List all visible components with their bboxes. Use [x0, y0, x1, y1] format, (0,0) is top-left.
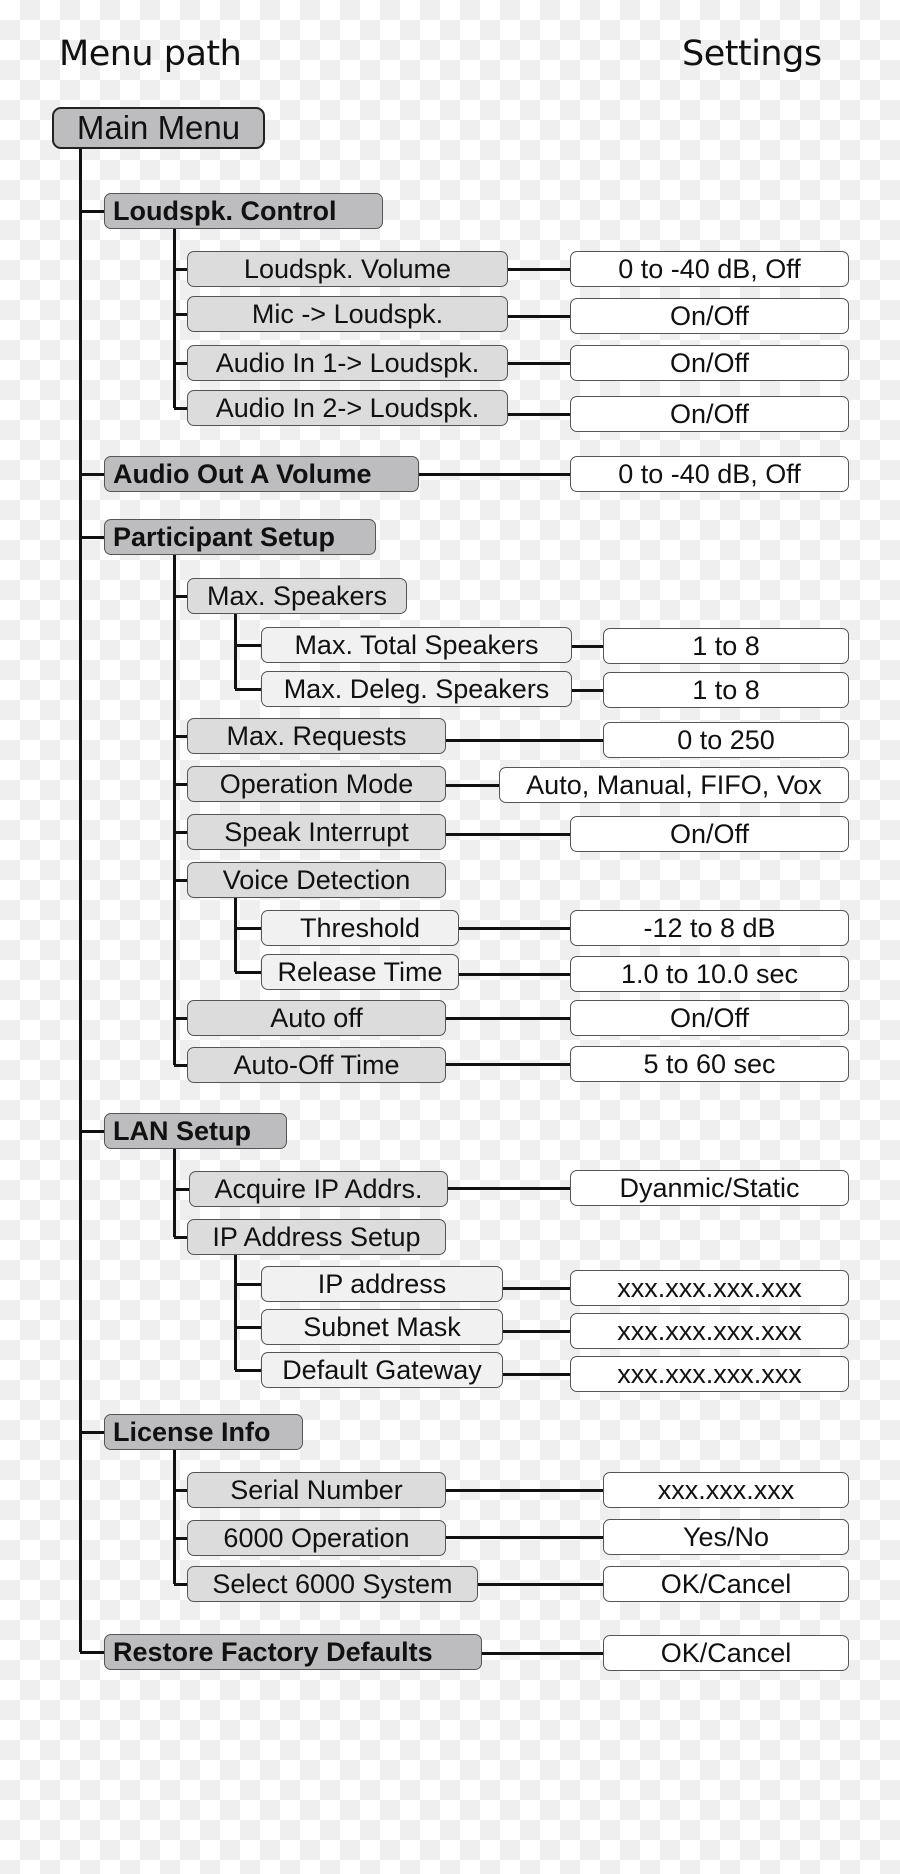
setting-value-audio-out-a-volume: 0 to -40 dB, Off — [570, 456, 849, 492]
setting-connector — [478, 1583, 603, 1586]
menu-item-restore-factory-defaults[interactable]: Restore Factory Defaults — [104, 1634, 482, 1670]
setting-connector — [508, 268, 570, 271]
tree-connector-horizontal — [80, 1431, 104, 1434]
setting-value-mic-loudspk: On/Off — [570, 298, 849, 334]
tree-connector-horizontal — [174, 879, 187, 882]
setting-value-max-total-speakers: 1 to 8 — [603, 628, 849, 664]
setting-value-acquire-ip-addrs: Dyanmic/Static — [570, 1170, 849, 1206]
tree-connector-horizontal — [235, 1283, 261, 1286]
menu-item-audio-in-2-loudspk[interactable]: Audio In 2-> Loudspk. — [187, 390, 508, 426]
tree-connector-horizontal — [174, 783, 187, 786]
tree-connector-horizontal — [174, 1537, 187, 1540]
menu-item-loudspk-control[interactable]: Loudspk. Control — [104, 193, 383, 229]
setting-connector — [482, 1652, 603, 1655]
menu-item-max-speakers[interactable]: Max. Speakers — [187, 578, 407, 614]
tree-connector-horizontal — [174, 1236, 187, 1239]
tree-connector-horizontal — [174, 1064, 187, 1067]
setting-connector — [503, 1287, 570, 1290]
setting-value-ip-address: xxx.xxx.xxx.xxx — [570, 1270, 849, 1306]
menu-item-max-requests[interactable]: Max. Requests — [187, 718, 446, 754]
menu-item-audio-in-1-loudspk[interactable]: Audio In 1-> Loudspk. — [187, 345, 508, 381]
setting-value-6000-operation: Yes/No — [603, 1519, 849, 1555]
setting-connector — [572, 645, 603, 648]
tree-connector-horizontal — [80, 1130, 104, 1133]
setting-connector — [446, 1063, 570, 1066]
setting-connector — [446, 833, 570, 836]
setting-connector — [572, 689, 603, 692]
setting-value-loudspk-volume: 0 to -40 dB, Off — [570, 251, 849, 287]
menu-item-mic-loudspk[interactable]: Mic -> Loudspk. — [187, 296, 508, 332]
menu-item-lan-setup[interactable]: LAN Setup — [104, 1113, 287, 1149]
setting-connector — [508, 362, 570, 365]
menu-item-6000-operation[interactable]: 6000 Operation — [187, 1520, 446, 1556]
tree-connector-vertical — [173, 1450, 176, 1584]
menu-item-operation-mode[interactable]: Operation Mode — [187, 766, 446, 802]
menu-item-default-gateway[interactable]: Default Gateway — [261, 1352, 503, 1388]
menu-item-license-info[interactable]: License Info — [104, 1414, 303, 1450]
tree-connector-vertical — [173, 555, 176, 1065]
setting-value-auto-off: On/Off — [570, 1000, 849, 1036]
header-menu-path: Menu path — [59, 34, 242, 74]
tree-connector-horizontal — [174, 1489, 187, 1492]
menu-item-loudspk-volume[interactable]: Loudspk. Volume — [187, 251, 508, 287]
tree-connector-vertical — [173, 1149, 176, 1237]
setting-connector — [459, 927, 570, 930]
setting-connector — [503, 1330, 570, 1333]
menu-item-subnet-mask[interactable]: Subnet Mask — [261, 1309, 503, 1345]
setting-value-select-6000-system: OK/Cancel — [603, 1566, 849, 1602]
setting-connector — [446, 1536, 603, 1539]
tree-connector-horizontal — [174, 1188, 189, 1191]
tree-connector-vertical — [234, 1255, 237, 1370]
tree-connector-horizontal — [174, 735, 187, 738]
tree-connector-horizontal — [174, 362, 187, 365]
menu-item-serial-number[interactable]: Serial Number — [187, 1472, 446, 1508]
menu-item-participant-setup[interactable]: Participant Setup — [104, 519, 376, 555]
setting-value-audio-in-1-loudspk: On/Off — [570, 345, 849, 381]
tree-connector-horizontal — [235, 1369, 261, 1372]
tree-connector-horizontal — [80, 536, 104, 539]
tree-connector-vertical — [234, 898, 237, 972]
menu-item-select-6000-system[interactable]: Select 6000 System — [187, 1566, 478, 1602]
menu-item-max-deleg-speakers[interactable]: Max. Deleg. Speakers — [261, 671, 572, 707]
menu-item-audio-out-a-volume[interactable]: Audio Out A Volume — [104, 456, 419, 492]
setting-value-serial-number: xxx.xxx.xxx — [603, 1472, 849, 1508]
setting-value-default-gateway: xxx.xxx.xxx.xxx — [570, 1356, 849, 1392]
setting-value-release-time: 1.0 to 10.0 sec — [570, 956, 849, 992]
tree-connector-horizontal — [174, 268, 187, 271]
setting-value-max-requests: 0 to 250 — [603, 722, 849, 758]
tree-connector-horizontal — [235, 927, 261, 930]
tree-connector-horizontal — [174, 831, 187, 834]
setting-connector — [419, 473, 570, 476]
setting-connector — [503, 1373, 570, 1376]
tree-connector-vertical — [173, 229, 176, 408]
menu-item-ip-address[interactable]: IP address — [261, 1266, 503, 1302]
menu-item-ip-address-setup[interactable]: IP Address Setup — [187, 1219, 446, 1255]
tree-connector-horizontal — [235, 688, 261, 691]
setting-connector — [448, 1187, 570, 1190]
tree-connector-vertical — [79, 149, 82, 1652]
tree-connector-horizontal — [80, 1651, 104, 1654]
tree-connector-horizontal — [235, 644, 261, 647]
tree-connector-horizontal — [235, 1326, 261, 1329]
tree-connector-horizontal — [174, 407, 187, 410]
tree-connector-horizontal — [174, 595, 187, 598]
setting-value-subnet-mask: xxx.xxx.xxx.xxx — [570, 1313, 849, 1349]
menu-item-acquire-ip-addrs[interactable]: Acquire IP Addrs. — [189, 1171, 448, 1207]
main-menu-node[interactable]: Main Menu — [52, 107, 265, 149]
setting-value-max-deleg-speakers: 1 to 8 — [603, 672, 849, 708]
setting-connector — [446, 739, 603, 742]
setting-value-threshold: -12 to 8 dB — [570, 910, 849, 946]
setting-connector — [459, 973, 570, 976]
menu-item-threshold[interactable]: Threshold — [261, 910, 459, 946]
tree-connector-horizontal — [174, 313, 187, 316]
tree-connector-horizontal — [80, 473, 104, 476]
menu-item-auto-off[interactable]: Auto off — [187, 1000, 446, 1036]
setting-connector — [508, 413, 570, 416]
setting-value-restore-factory-defaults: OK/Cancel — [603, 1635, 849, 1671]
setting-connector — [446, 784, 499, 787]
menu-item-max-total-speakers[interactable]: Max. Total Speakers — [261, 627, 572, 663]
setting-value-audio-in-2-loudspk: On/Off — [570, 396, 849, 432]
tree-connector-horizontal — [174, 1583, 187, 1586]
setting-value-speak-interrupt: On/Off — [570, 816, 849, 852]
setting-connector — [446, 1489, 603, 1492]
setting-connector — [508, 315, 570, 318]
setting-connector — [446, 1017, 570, 1020]
setting-value-operation-mode: Auto, Manual, FIFO, Vox — [499, 767, 849, 803]
setting-value-auto-off-time: 5 to 60 sec — [570, 1046, 849, 1082]
tree-connector-horizontal — [174, 1017, 187, 1020]
menu-item-voice-detection[interactable]: Voice Detection — [187, 862, 446, 898]
header-settings: Settings — [682, 34, 822, 74]
tree-connector-horizontal — [235, 971, 261, 974]
menu-item-release-time[interactable]: Release Time — [261, 954, 459, 990]
tree-connector-vertical — [234, 614, 237, 689]
menu-item-speak-interrupt[interactable]: Speak Interrupt — [187, 814, 446, 850]
tree-connector-horizontal — [80, 210, 104, 213]
menu-item-auto-off-time[interactable]: Auto-Off Time — [187, 1047, 446, 1083]
